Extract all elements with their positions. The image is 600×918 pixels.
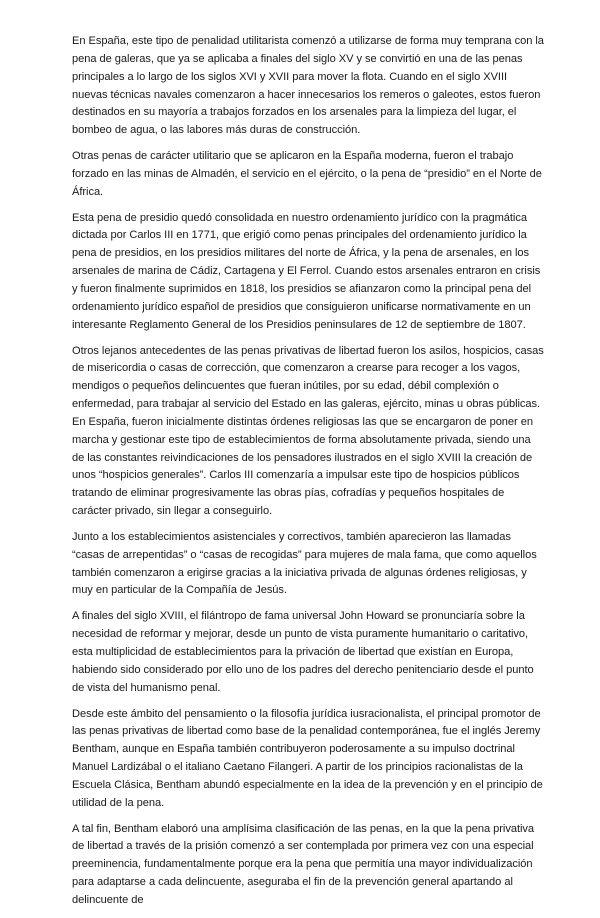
paragraph-galeras: En España, este tipo de penalidad utilitarista comenzó a utilizarse de forma muy temprana con la pena de galeras, que ya se aplicaba a finales del siglo XV y se convirtió en una de las penas principales a lo largo de los siglos XVI y XVII para mover la flota. Cuando en el siglo XVIII nuevas técnicas navales comenzaron a hacer innecesarios los remeros o galeotes, estos fueron destinados en su mayoría a trabajos forzados en los arsenales para la limpieza del lugar, el bombeo de agua, o las labores más duras de construcción. (72, 35, 544, 137)
paragraph-bentham: Desde este ámbito del pensamiento o la filosofía jurídica iusracionalista, el principal promotor de las penas privativas de libertad como base de la penalidad contemporánea, fue el inglés Jeremy Bentham, aunque en España también contribuyeron poderosamente a su impulso doctrinal Manuel Lardizábal o el italiano Caetano Filangeri. A partir de los principios racionalistas de la Escuela Clásica, Bentham abundó especialmente en la idea de la prevención y en el principio de utilidad de la pena. (72, 707, 543, 809)
paragraph-penas-utilitarias: Otras penas de carácter utilitario que se aplicaron en la España moderna, fueron el trabajo forzado en las minas de Almadén, el servicio en el ejército, o la pena de “presidio” en el Norte de África. (72, 150, 542, 198)
paragraph-casas-arrepentidas: Junto a los establecimientos asistenciales y correctivos, también aparecieron las llamadas “casas de arrepentidas” o “casas de recogidas” para mujeres de mala fama, que como aquellos también comenzaron a erigirse gracias a la iniciativa privada de algunas órdenes religiosas, y muy en particular de la Compañía de Jesús. (72, 530, 537, 597)
paragraph-john-howard: A finales del siglo XVIII, el filántropo de fama universal John Howard se pronunciaría sobre la necesidad de reformar y mejorar, desde un punto de vista puramente humanitario o caritativo, esta multiplicidad de establecimientos para la privación de libertad que existían en Europa, habiendo sido considerado por ello uno de los padres del derecho penitenciario desde el punto de vista del humanismo penal. (72, 610, 534, 694)
document-page (72, 33, 544, 918)
paragraph-presidio: Esta pena de presidio quedó consolidada en nuestro ordenamiento jurídico con la pragmática dictada por Carlos III en 1771, que erigió como penas principales del ordenamiento jurídico la pena de presidios, en los presidios militares del norte de África, y la pena de arsenales, en los arsenales de marina de Cádiz, Cartagena y El Ferrol. Cuando estos arsenales entraron en crisis y fueron finalmente suprimidos en 1818, los presidios se afianzaron como la principal pena del ordenamiento jurídico español de presidios que consiguieron unificarse normativamente en un interesante Reglamento General de los Presidios peninsulares de 12 de septiembre de 1807. (72, 211, 541, 331)
paragraph-clasificacion-penas: A tal fin, Bentham elaboró una amplísima clasificación de las penas, en la que la pena privativa de libertad a través de la prisión comenzó a ser contemplada por primera vez con una especial preeminencia, fundamentalmente porque era la pena que permitía una mayor individualización para adaptarse a cada delincuente, aseguraba el fin de la prevención general apartando al delincuente de (72, 822, 535, 906)
paragraph-antecedentes: Otros lejanos antecedentes de las penas privativas de libertad fueron los asilos, hospicios, casas de misericordia o casas de corrección, que comenzaron a crearse para recoger a los vagos, mendigos o pequeños delincuentes que fueran inútiles, por su edad, débil complexión o enfermedad, para trabajar al servicio del Estado en las galeras, ejército, minas u obras públicas. En España, fueron inicialmente distintas órdenes religiosas las que se encargaron de poner en marcha y gestionar este tipo de establecimientos de forma absolutamente privada, siendo una de las constantes reivindicaciones de los pensadores ilustrados en el siglo XVIII la creación de unos “hospicios generales”. Carlos III comenzaría a impulsar este tipo de hospicios públicos tratando de eliminar progresivamente las obras pías, cofradías y pequeños hospitales de carácter privado, sin llegar a conseguirlo. (72, 344, 544, 518)
